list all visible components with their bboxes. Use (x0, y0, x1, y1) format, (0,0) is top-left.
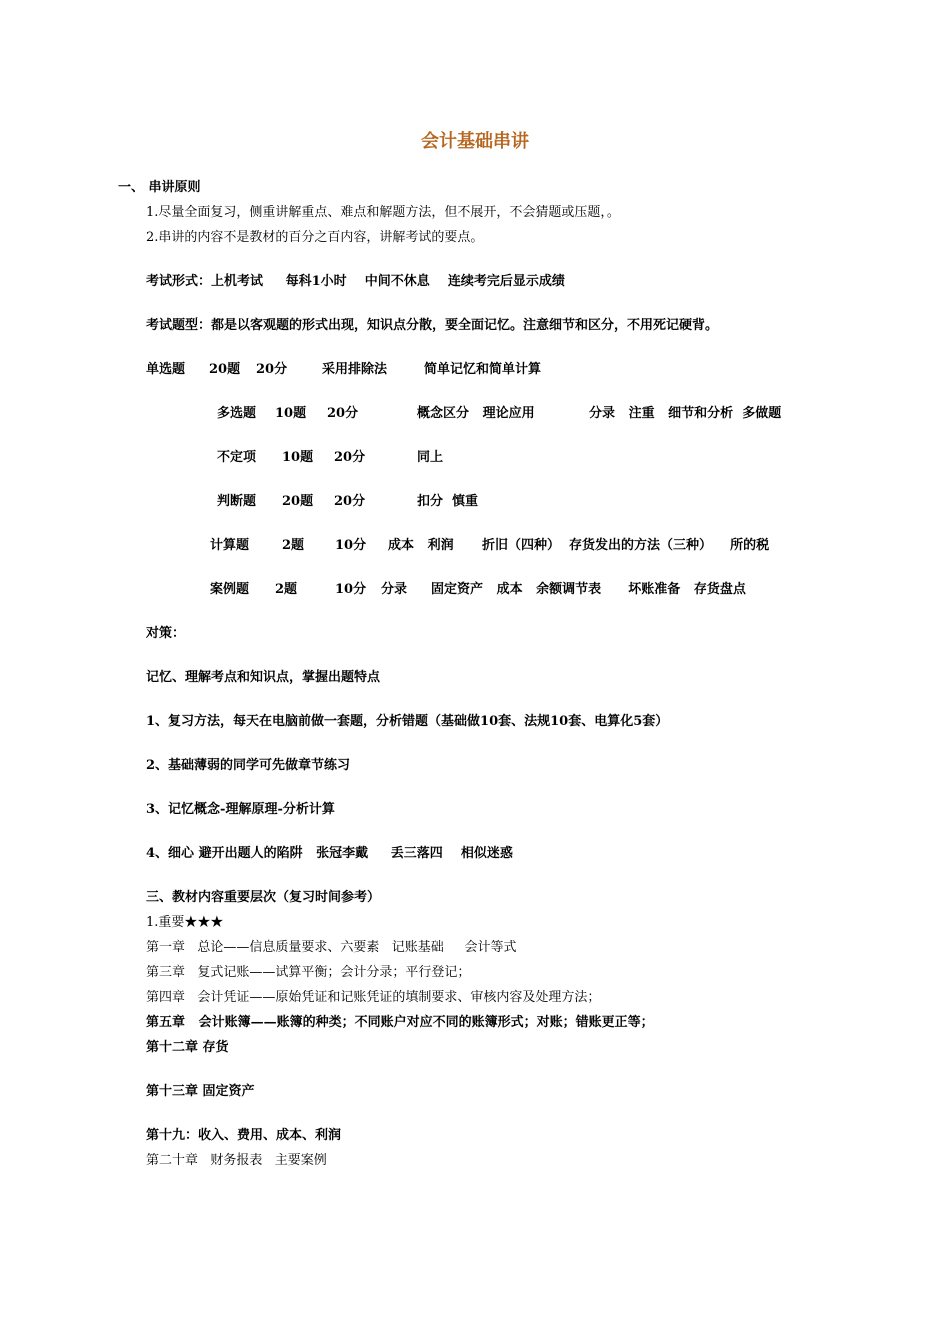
qtype-method: 采用排除法 (322, 362, 388, 377)
qtype-note: 固定资产 成本 余额调节表 坏账准备 存货盘点 (431, 582, 746, 597)
qtype-count: 20题 (209, 362, 241, 377)
qtype-name: 计算题 (210, 538, 250, 553)
strategy-heading: 对策： (146, 626, 186, 641)
exam-type: 考试题型：都是以客观题的形式出现，知识点分散，要全面记忆。注意细节和区分，不用死记硬背。 (146, 318, 719, 333)
chapter-line: 第十九：收入、费用、成本、利润 (146, 1128, 342, 1143)
chapter-line: 第十二章 存货 (146, 1040, 229, 1055)
page-title: 会计基础串讲 (421, 131, 529, 152)
qtype-method: 扣分 慎重 (417, 494, 479, 509)
chapter-line: 第十三章 固定资产 (146, 1084, 255, 1099)
strategy-item: 4、细心 避开出题人的陷阱 张冠李戴 丢三落四 相似迷惑 (146, 846, 513, 861)
chapter-line: 第五章 会计账簿——账簿的种类；不同账户对应不同的账簿形式；对账；错账更正等； (146, 1015, 654, 1030)
chapter-line: 第一章 总论——信息质量要求、六要素 记账基础 会计等式 (146, 940, 517, 955)
qtype-name: 不定项 (217, 450, 257, 465)
strategy-item: 1、复习方法，每天在电脑前做一套题，分析错题（基础做10套、法规10套、电算化5套） (146, 714, 669, 729)
qtype-note: 分录 注重 细节和分析 多做题 (589, 406, 782, 421)
qtype-count: 10题 (275, 406, 307, 421)
qtype-name: 判断题 (217, 494, 257, 509)
qtype-note: 简单记忆和简单计算 (424, 362, 542, 377)
section3-heading: 三、教材内容重要层次（复习时间参考） (146, 890, 381, 905)
strategy-item: 2、基础薄弱的同学可先做章节练习 (146, 758, 351, 773)
qtype-count: 10题 (282, 450, 314, 465)
qtype-score: 20分 (256, 362, 288, 377)
importance-level: 1.重要★★★ (146, 915, 224, 930)
qtype-method: 成本 利润 (388, 538, 454, 553)
chapter-line: 第四章 会计凭证——原始凭证和记账凭证的填制要求、审核内容及处理方法； (146, 990, 601, 1005)
qtype-score: 20分 (334, 450, 366, 465)
qtype-score: 20分 (327, 406, 359, 421)
qtype-count: 20题 (282, 494, 314, 509)
qtype-score: 10分 (335, 538, 367, 553)
qtype-method: 概念区分 理论应用 (417, 406, 535, 421)
qtype-score: 20分 (334, 494, 366, 509)
qtype-method: 分录 (381, 582, 408, 597)
principle-1: 1.尽量全面复习，侧重讲解重点、难点和解题方法，但不展开，不会猜题或压题，。 (146, 205, 620, 220)
section1-heading: 一、 串讲原则 (118, 180, 201, 195)
chapter-line: 第二十章 财务报表 主要案例 (146, 1153, 327, 1168)
qtype-name: 多选题 (217, 406, 257, 421)
chapter-line: 第三章 复式记账——试算平衡；会计分录；平行登记； (146, 965, 471, 980)
strategy-intro: 记忆、理解考点和知识点，掌握出题特点 (146, 670, 381, 685)
qtype-count: 2题 (282, 538, 305, 553)
qtype-name: 案例题 (210, 582, 250, 597)
qtype-name: 单选题 (146, 362, 186, 377)
qtype-method: 同上 (417, 450, 444, 465)
qtype-score: 10分 (335, 582, 367, 597)
qtype-count: 2题 (275, 582, 298, 597)
principle-2: 2.串讲的内容不是教材的百分之百内容，讲解考试的要点。 (146, 230, 484, 245)
exam-form: 考试形式：上机考试 每科1小时 中间不休息 连续考完后显示成绩 (146, 274, 565, 289)
qtype-note: 折旧（四种） 存货发出的方法（三种） 所的税 (482, 538, 770, 553)
strategy-item: 3、记忆概念-理解原理-分析计算 (146, 802, 335, 817)
